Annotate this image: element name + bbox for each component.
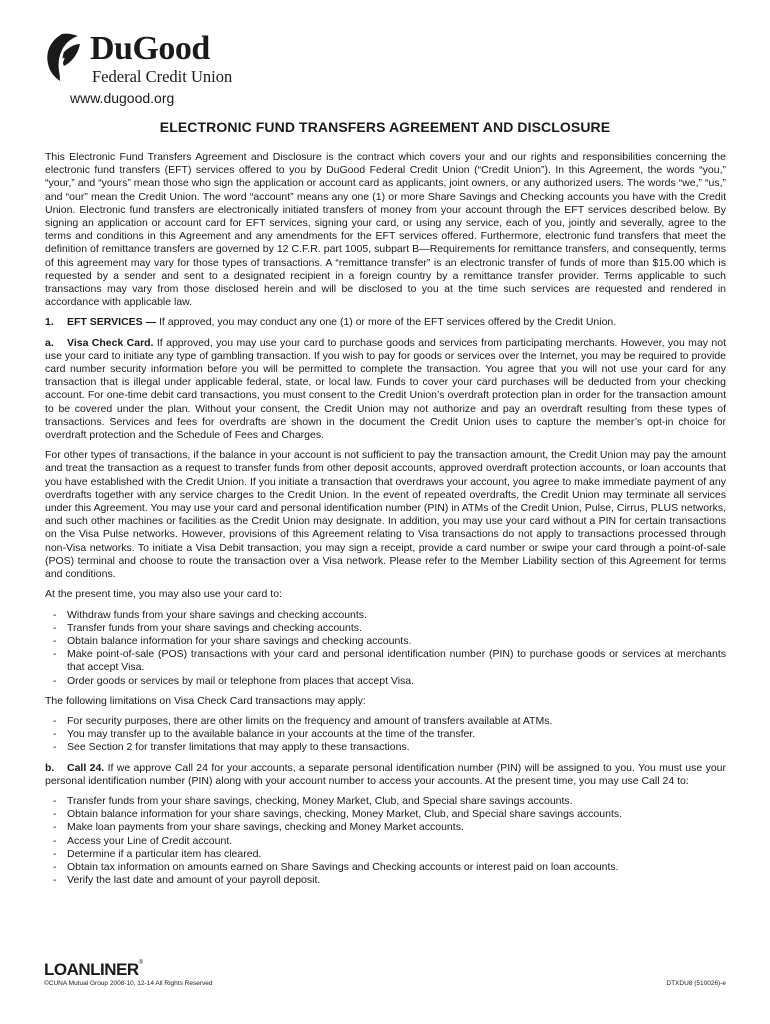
loanliner-logo xyxy=(44,960,143,980)
list-item: - Make point-of-sale (POS) transactions with your card and personal identification number (PIN) to purchase goods or services at merchants that accept Visa. xyxy=(45,648,726,674)
list-item: - Make loan payments from your share savings, checking and Money Market accounts. xyxy=(45,821,726,834)
list-item: - Transfer funds from your share savings, checking, Money Market, Club, and Special share savings accounts. xyxy=(45,795,726,808)
list-item: - Determine if a particular item has cleared. xyxy=(45,848,726,861)
website-url: www.dugood.org xyxy=(70,90,175,106)
dugood-logo xyxy=(42,30,232,90)
brand-subtitle: Federal Credit Union xyxy=(92,67,233,86)
list-item: - Transfer funds from your share savings and checking accounts. xyxy=(45,622,726,635)
section-text: If approved, you may conduct any one (1) or more of the EFT services offered by the Credit Union. xyxy=(156,316,617,329)
copyright-notice: ©CUNA Mutual Group 2008-10, 12-14 All Rights Reserved xyxy=(44,980,213,987)
limitations-list xyxy=(45,715,726,755)
list-item: - Order goods or services by mail or telephone from places that accept Visa. xyxy=(45,675,726,688)
document-title: ELECTRONIC FUND TRANSFERS AGREEMENT AND DISCLOSURE xyxy=(159,119,611,135)
list-item: - See Section 2 for transfer limitations that may apply to these transactions. xyxy=(45,741,726,754)
intro-paragraph: This Electronic Fund Transfers Agreement and Disclosure is the contract which covers your and our rights and responsibilities concerning the electronic fund transfers (EFT) services offered to you by DuGood Federal Credit Union (“Credit Union”). In this Agreement, the words “you,” “your,” and “yours” mean those who sign the application or account card as applicants, joint owners, or any authorized users. The words “we,” “us,” and “our” mean the Credit Union. The word “account” means any one (1) or more Share Savings and Checking accounts you have with the Credit Union. Electronic fund transfers are electronically initiated transfers of money from your account through the EFT services described below. By signing an application or account card for EFT services, signing your card, or using any service, each of you, jointly and severally, agree to the terms and conditions in this Agreement and any amendments for the EFT services offered. Furthermore, electronic fund transfers that meet the definition of remittance transfers are governed by 12 C.F.R. part 1005, subpart B—Requirements for remittance transfers, and consequently, terms of this agreement may vary for those types of transactions. A “remittance transfer” is an electronic transfer of funds of more than $15.00 which is requested by a sender and sent to a designated recipient in a foreign country by a remittance transfer provider. Terms applicable to such transactions may vary from those disclosed herein and will be disclosed to you at the time such services are requested and rendered in accordance with applicable law. xyxy=(45,151,726,309)
section-1 xyxy=(45,316,726,329)
limitations-intro: The following limitations on Visa Check Card transactions may apply: xyxy=(45,694,366,707)
section-a xyxy=(45,337,726,443)
list-item: - Verify the last date and amount of your payroll deposit. xyxy=(45,874,726,887)
brand-name: DuGood xyxy=(90,30,210,67)
card-uses-intro: At the present time, you may also use your card to: xyxy=(45,588,282,601)
section-heading: Visa Check Card. xyxy=(67,336,154,349)
list-item: - Obtain balance information for your share savings, checking, Money Market, Club, and Special share savings accounts. xyxy=(45,808,726,821)
list-item: - Access your Line of Credit account. xyxy=(45,835,726,848)
loanliner-wordmark: LOANLINER xyxy=(44,960,139,979)
section-b xyxy=(45,762,726,788)
list-item: - Obtain balance information for your share savings and checking accounts. xyxy=(45,635,726,648)
section-text: If we approve Call 24 for your accounts, a separate personal identification number (PIN) will be assigned to you. You must use your personal identification number (PIN) along with your account number to access your accounts. At the present time, you may use Call 24 to: xyxy=(45,761,726,787)
registered-mark: ® xyxy=(138,960,143,966)
list-item: - Withdraw funds from your share savings and checking accounts. xyxy=(45,609,726,622)
card-uses-list xyxy=(45,609,726,688)
section-number: 1. xyxy=(45,316,54,329)
list-item: - Obtain tax information on amounts earned on Share Savings and Checking accounts or interest paid on loan accounts. xyxy=(45,861,726,874)
list-item: - You may transfer up to the available balance in your accounts at the time of the transfer. xyxy=(45,728,726,741)
section-text: If approved, you may use your card to purchase goods and services from participating merchants. However, you may not use your card to initiate any type of gambling transaction. If you wish to pay for goods or services over the Internet, you may be required to provide card number security information before you will be permitted to complete the transaction. You agree that you will not use your card for any transaction that is illegal under applicable federal, state, or local law. Funds to cover your card purchases will be deducted from your checking account. For one-time debit card transactions, you must consent to the Credit Union’s overdraft protection plan in order for the transaction amount to be covered under the plan. Without your consent, the Credit Union may not authorize and pay an overdraft resulting from these types of transactions. Services and fees for overdrafts are shown in the document the Credit Union uses to capture the member’s opt-in choice for overdraft protection and the Schedule of Fees and Charges. xyxy=(45,336,726,442)
call24-uses-list xyxy=(45,795,726,887)
section-a-paragraph-2: For other types of transactions, if the balance in your account is not sufficient to pay the transaction amount, the Credit Union may pay the amount and treat the transaction as a request to transfer funds from other deposit accounts, approved overdraft protection accounts, or loan accounts that you have established with the Credit Union. If you initiate a transaction that overdraws your account, you agree to make immediate payment of any overdrafts together with any service charges to the Credit Union. In the event of repeated overdrafts, the Credit Union may terminate all services under this Agreement. You may use your card and personal identification number (PIN) in ATMs of the Credit Union, Pulse, Cirrus, PLUS networks, and such other machines or facilities as the Credit Union may designate. In addition, you may use your card without a PIN for certain transactions on the Visa Pulse networks. However, provisions of this Agreement relating to Visa transactions do not apply to transactions processed through non-Visa networks. To initiate a Visa Debit transaction, you may sign a receipt, provide a card number or swipe your card through a point-of-sale (POS) terminal and choose to route the transaction over a Visa network. Please refer to the Member Liability section of this Agreement for terms and conditions. xyxy=(45,449,726,581)
leaf-logo-icon xyxy=(42,32,82,84)
section-heading: EFT SERVICES — xyxy=(67,316,157,329)
section-heading: Call 24. xyxy=(67,761,105,774)
list-item: - For security purposes, there are other limits on the frequency and amount of transfers available at ATMs. xyxy=(45,715,726,728)
section-number: b. xyxy=(45,761,55,774)
form-code: DTXDU8 (510026)-e xyxy=(666,980,726,987)
section-number: a. xyxy=(45,336,54,349)
document-body xyxy=(45,151,726,894)
